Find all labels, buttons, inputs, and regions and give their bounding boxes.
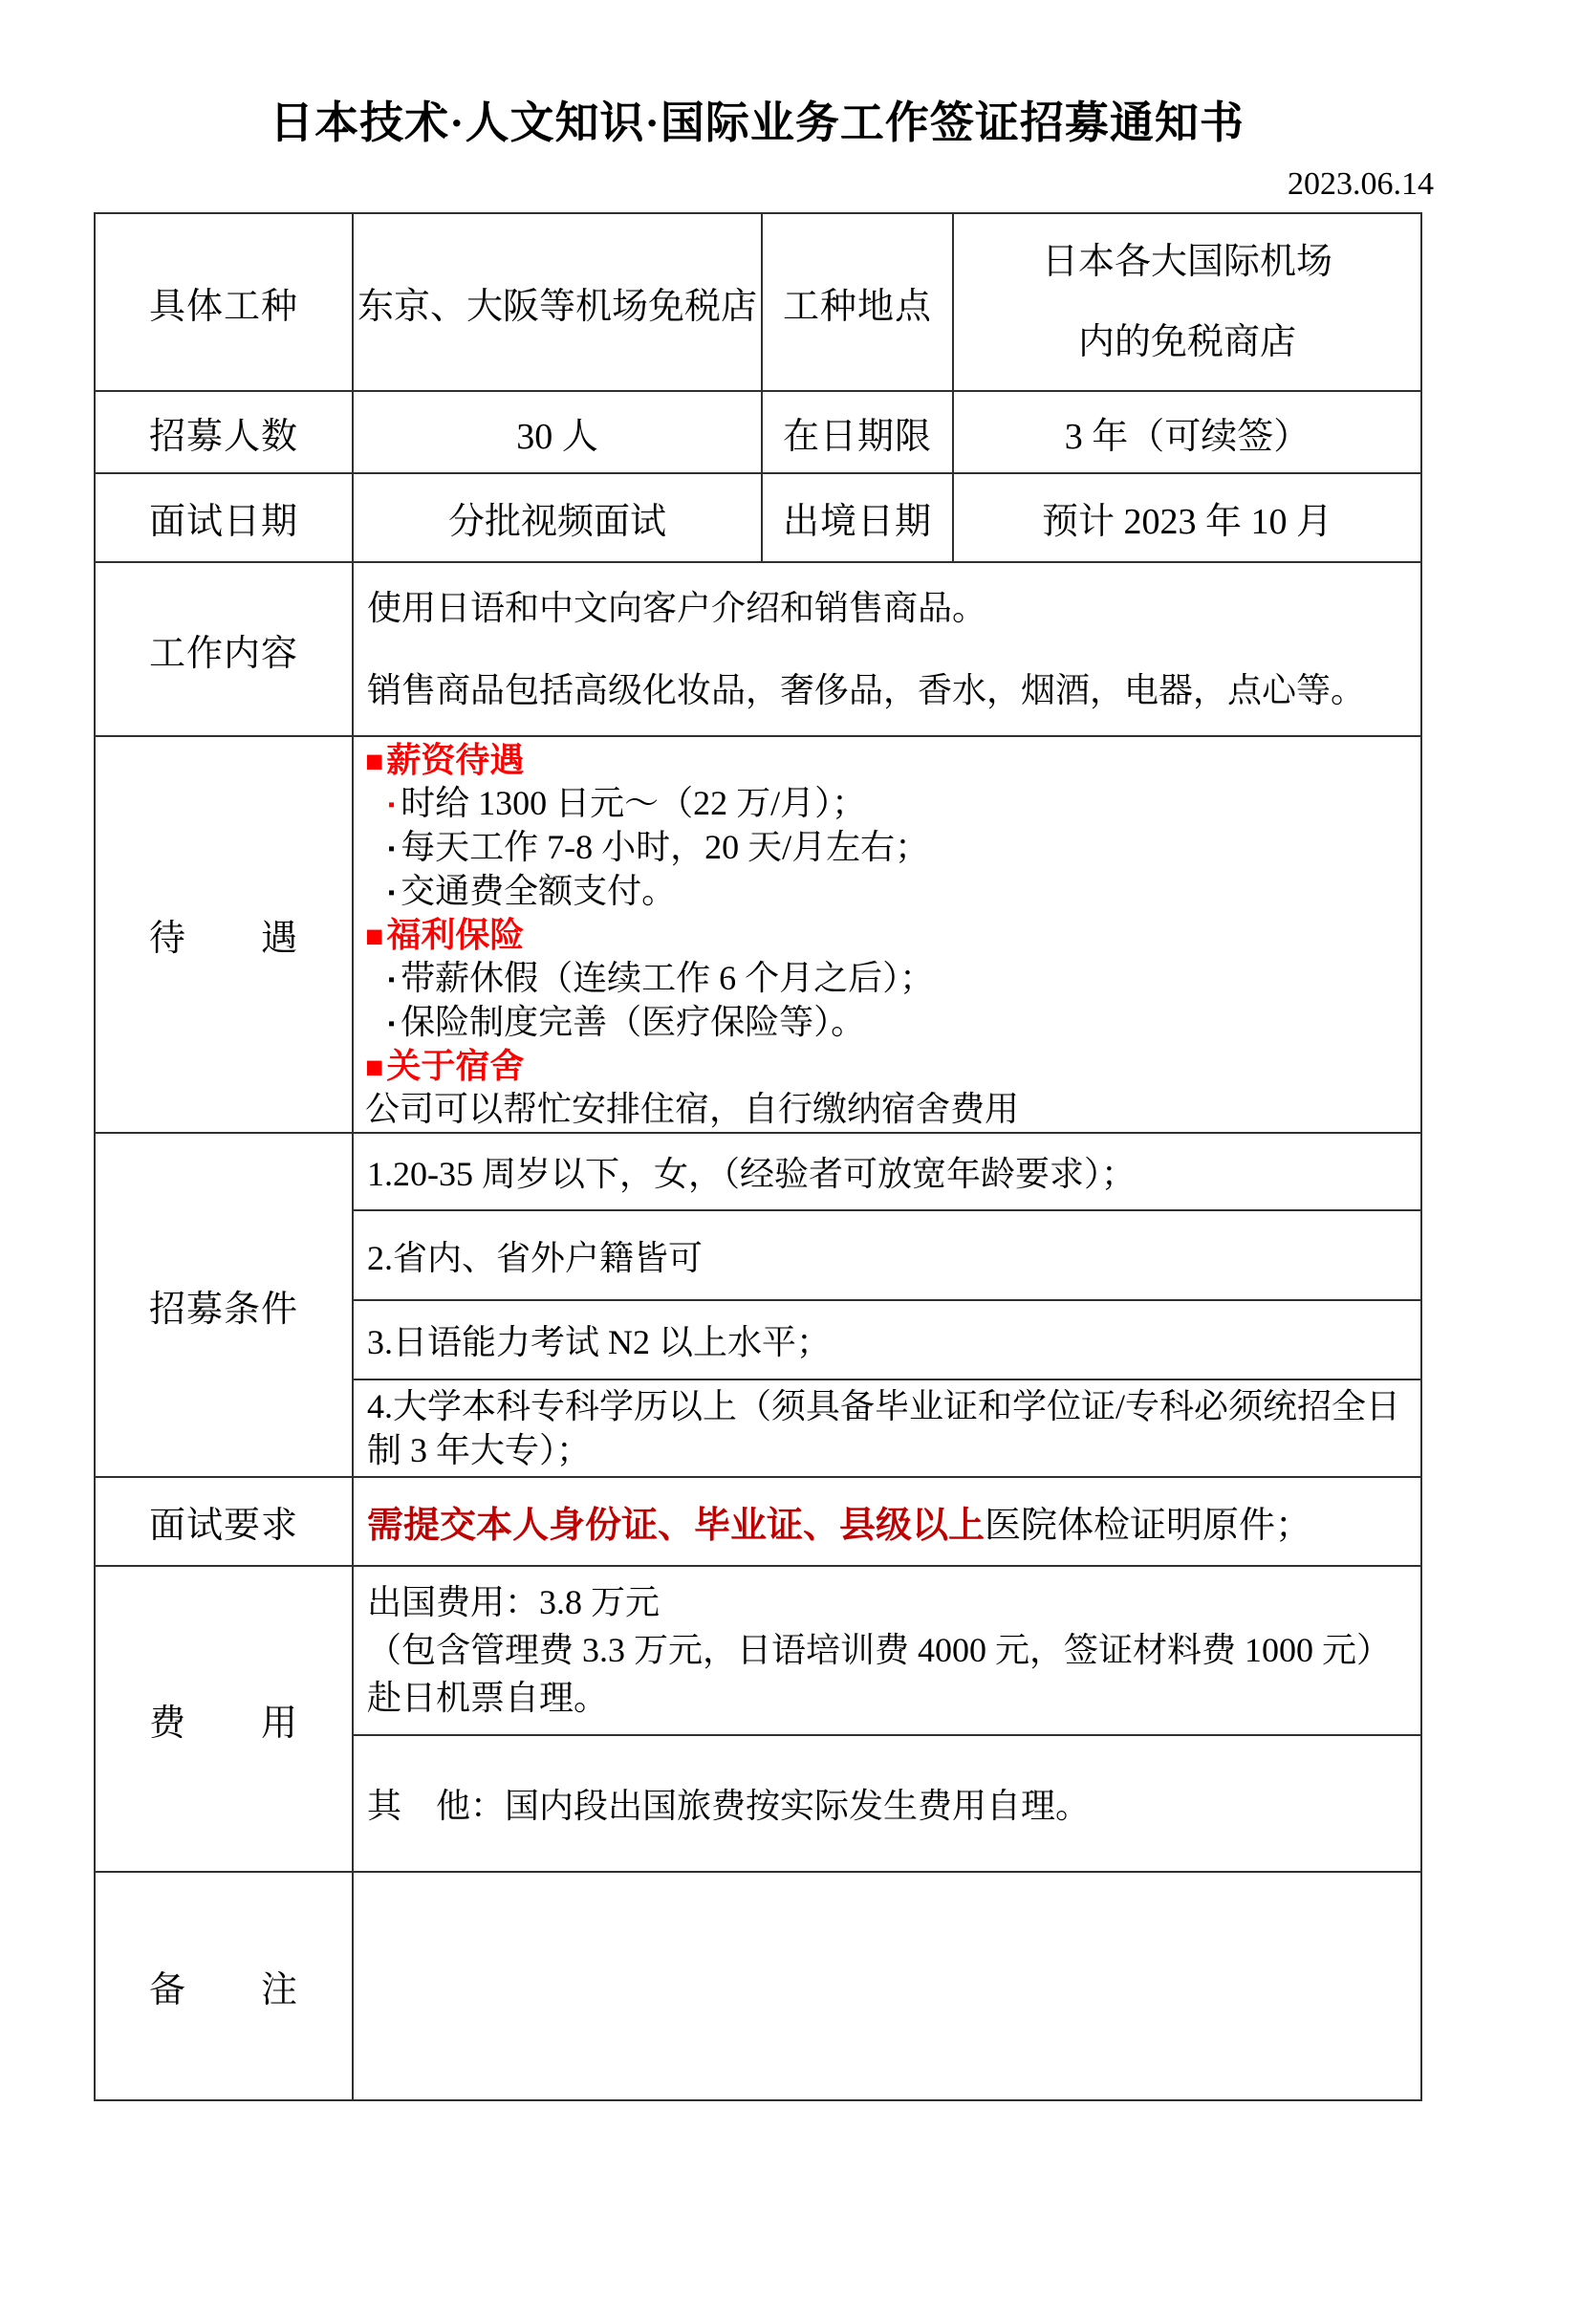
row-remarks [95, 1872, 1421, 2100]
row-headcount [95, 391, 1421, 473]
salary-header-text: 薪资待遇 [386, 741, 525, 779]
requirement-item-2: 2.省内、省外户籍皆可 [353, 1210, 1421, 1300]
red-square-icon: ■ [365, 919, 384, 953]
job-location-label: 工种地点 [762, 213, 953, 391]
bullet-icon: ▪ [388, 1013, 396, 1034]
fees-main-value [353, 1566, 1421, 1735]
interview-date-value: 分批视频面试 [353, 473, 762, 562]
job-content-value [353, 562, 1421, 736]
interview-date-label: 面试日期 [95, 473, 353, 562]
interview-req-value [353, 1477, 1421, 1566]
remarks-value [353, 1872, 1421, 2100]
salary-item-text: 时给 1300 日元～（22 万/月）； [401, 784, 867, 822]
job-location-value [953, 213, 1421, 391]
requirements-label: 招募条件 [95, 1133, 353, 1477]
row-requirement-1 [95, 1133, 1421, 1210]
interview-req-highlight: 需提交本人身份证、毕业证、县级以上 [367, 1506, 985, 1546]
salary-item [365, 782, 1409, 826]
red-square-icon: ■ [365, 744, 384, 778]
salary-item-text: 交通费全额支付。 [401, 872, 677, 910]
headcount-label: 招募人数 [95, 391, 353, 473]
row-interview-date [95, 473, 1421, 562]
interview-req-rest: 医院体检证明原件； [985, 1506, 1312, 1546]
stay-period-value: 3 年（可续签） [953, 391, 1421, 473]
job-location-line2: 内的免税商店 [1077, 322, 1296, 362]
row-treatment [95, 736, 1421, 1133]
welfare-item-text: 保险制度完善（医疗保险等）。 [401, 1003, 866, 1041]
dorm-header-text: 关于宿舍 [386, 1047, 525, 1085]
red-bullet-icon: ▪ [388, 794, 396, 815]
dorm-section-header [365, 1045, 1409, 1088]
bullet-icon: ▪ [388, 838, 396, 859]
fees-other-value: 其 他：国内段出国旅费按实际发生费用自理。 [353, 1735, 1421, 1872]
remarks-label: 备 注 [95, 1872, 353, 2100]
row-interview-req [95, 1477, 1421, 1566]
welfare-header-text: 福利保险 [386, 916, 525, 954]
treatment-label: 待 遇 [95, 736, 353, 1133]
salary-item [365, 826, 1409, 870]
welfare-section-header [365, 914, 1409, 957]
departure-date-label: 出境日期 [762, 473, 953, 562]
bullet-icon: ▪ [388, 969, 396, 990]
recruitment-table [94, 212, 1422, 2101]
row-job-type [95, 213, 1421, 391]
departure-date-value: 预计 2023 年 10 月 [953, 473, 1421, 562]
salary-item-text: 每天工作 7-8 小时，20 天/月左右； [401, 828, 930, 866]
fees-line2: （包含管理费 3.3 万元，日语培训费 4000 元，签证材料费 1000 元）赴日机票自理。 [367, 1631, 1392, 1717]
requirement-item-1: 1.20-35 周岁以下，女，（经验者可放宽年龄要求）； [353, 1133, 1421, 1210]
row-job-content [95, 562, 1421, 736]
welfare-item [365, 1001, 1409, 1045]
job-location-line1: 日本各大国际机场 [1041, 242, 1332, 282]
salary-item [365, 870, 1409, 914]
job-type-label: 具体工种 [95, 213, 353, 391]
job-content-line2: 销售商品包括高级化妆品，奢侈品，香水，烟酒，电器，点心等。 [367, 671, 1366, 709]
dorm-text: 公司可以帮忙安排住宿，自行缴纳宿舍费用 [365, 1090, 1020, 1128]
stay-period-label: 在日期限 [762, 391, 953, 473]
requirement-item-3: 3.日语能力考试 N2 以上水平； [353, 1300, 1421, 1379]
job-content-label: 工作内容 [95, 562, 353, 736]
job-content-line1: 使用日语和中文向客户介绍和销售商品。 [367, 589, 987, 627]
treatment-value [353, 736, 1421, 1133]
headcount-value: 30 人 [353, 391, 762, 473]
requirement-item-4: 4.大学本科专科学历以上（须具备毕业证和学位证/专科必须统招全日制 3 年大专）； [353, 1379, 1421, 1477]
row-fees-main [95, 1566, 1421, 1735]
fees-line1: 出国费用：3.8 万元 [367, 1583, 661, 1621]
bullet-icon: ▪ [388, 882, 396, 903]
welfare-item-text: 带薪休假（连续工作 6 个月之后）； [401, 959, 935, 997]
page-title: 日本技术·人文知识·国际业务工作签证招募通知书 [270, 98, 1245, 147]
document-date: 2023.06.14 [1288, 166, 1434, 202]
salary-section-header [365, 739, 1409, 782]
welfare-item [365, 957, 1409, 1001]
red-square-icon: ■ [365, 1050, 384, 1084]
interview-req-label: 面试要求 [95, 1477, 353, 1566]
fees-label: 费 用 [95, 1566, 353, 1872]
job-type-value: 东京、大阪等机场免税店 [353, 213, 762, 391]
